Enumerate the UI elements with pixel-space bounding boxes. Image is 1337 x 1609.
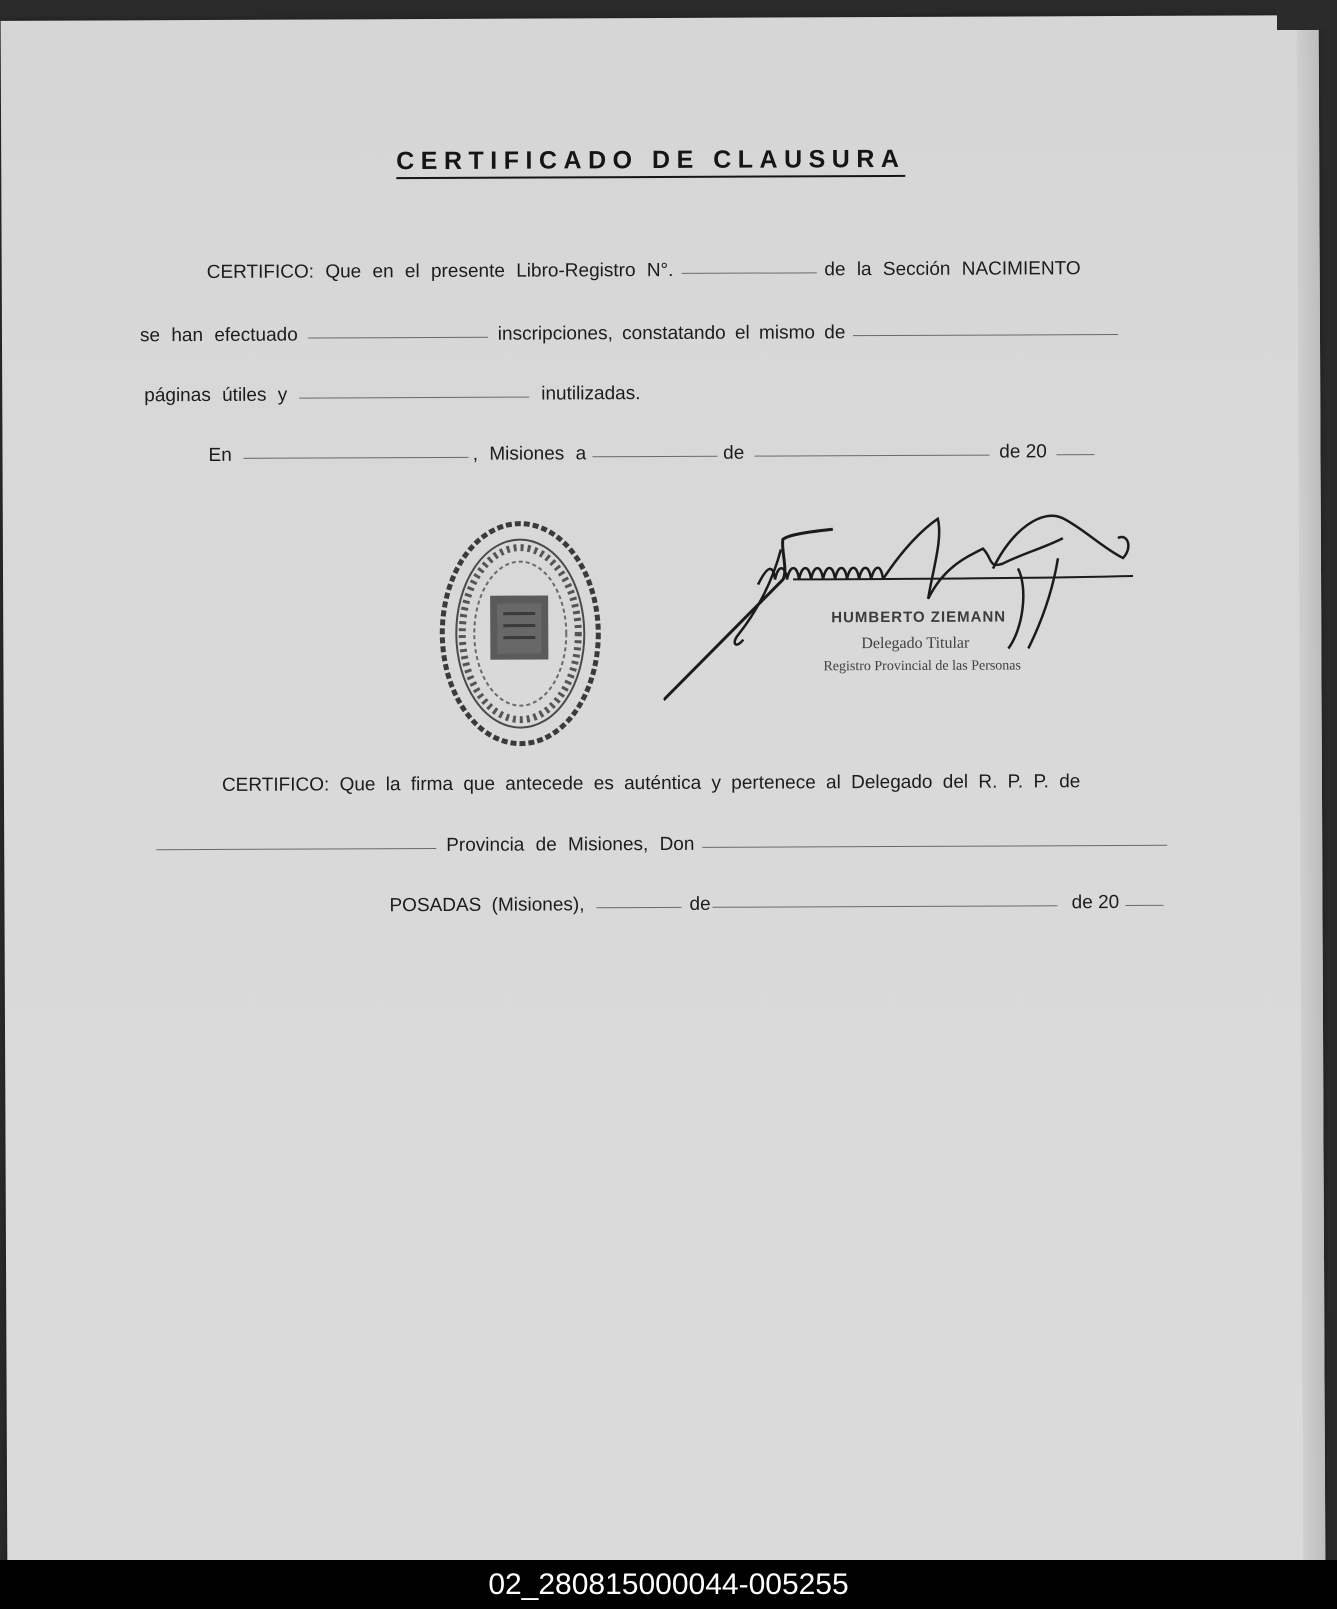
paginas-blank <box>853 333 1118 336</box>
line6-middle: Provincia de Misiones, Don <box>446 833 695 856</box>
month-blank-2 <box>713 904 1058 908</box>
place-blank <box>244 456 469 459</box>
inutilizadas-blank <box>299 396 529 399</box>
line3-start: páginas útiles y <box>144 384 288 407</box>
de20-label-2: de 20 <box>1071 892 1120 914</box>
de-label-2: de <box>689 893 711 915</box>
libro-number-blank <box>681 271 816 274</box>
certifico-line-2 <box>140 321 1126 347</box>
authenticity-line <box>222 771 1080 797</box>
month-blank <box>754 454 989 457</box>
day-blank <box>592 455 717 458</box>
provincia-line <box>156 832 1175 858</box>
en-label: En <box>208 444 232 466</box>
line2-start: se han efectuado <box>139 324 298 347</box>
signer-name: HUMBERTO ZIEMANN <box>831 608 1007 627</box>
year-blank-1 <box>1057 453 1095 455</box>
signature-block <box>663 508 1164 720</box>
document-page <box>1 15 1326 1560</box>
de-label-1: de <box>723 442 745 464</box>
line1-end: de la Sección NACIMIENTO <box>824 258 1081 281</box>
don-blank <box>702 844 1167 848</box>
delegacion-blank <box>156 847 436 850</box>
posadas-label: POSADAS (Misiones), <box>389 894 585 917</box>
scan-corner <box>1277 0 1337 30</box>
line1-start: CERTIFICO: Que en el presente Libro-Registro N°. <box>206 259 674 283</box>
line5-text: CERTIFICO: Que la firma que antecede es auténtica y pertenece al Delegado del R. P. P. de <box>221 771 1081 796</box>
signer-role: Delegado Titular <box>861 634 970 653</box>
misiones-label: , Misiones a <box>472 443 587 465</box>
place-date-line <box>208 441 1104 467</box>
line2-middle: inscripciones, constatando el mismo de <box>497 322 846 345</box>
page-edge <box>1297 15 1326 1560</box>
day-blank-2 <box>597 906 682 908</box>
official-seal-stamp <box>435 513 606 754</box>
signer-office: Registro Provincial de las Personas <box>823 658 1021 675</box>
document-title: CERTIFICADO DE CLAUSURA <box>396 145 905 179</box>
year-blank-2 <box>1125 904 1163 906</box>
certifico-line-3 <box>144 383 640 407</box>
scan-id-text: 02_280815000044-005255 <box>488 1567 849 1601</box>
posadas-date-line <box>389 892 1169 917</box>
certifico-line-1 <box>207 258 1081 284</box>
scan-id-footer <box>0 1560 1337 1609</box>
inscripciones-blank <box>308 336 488 339</box>
line3-end: inutilizadas. <box>541 383 641 405</box>
de20-label-1: de 20 <box>999 441 1047 463</box>
